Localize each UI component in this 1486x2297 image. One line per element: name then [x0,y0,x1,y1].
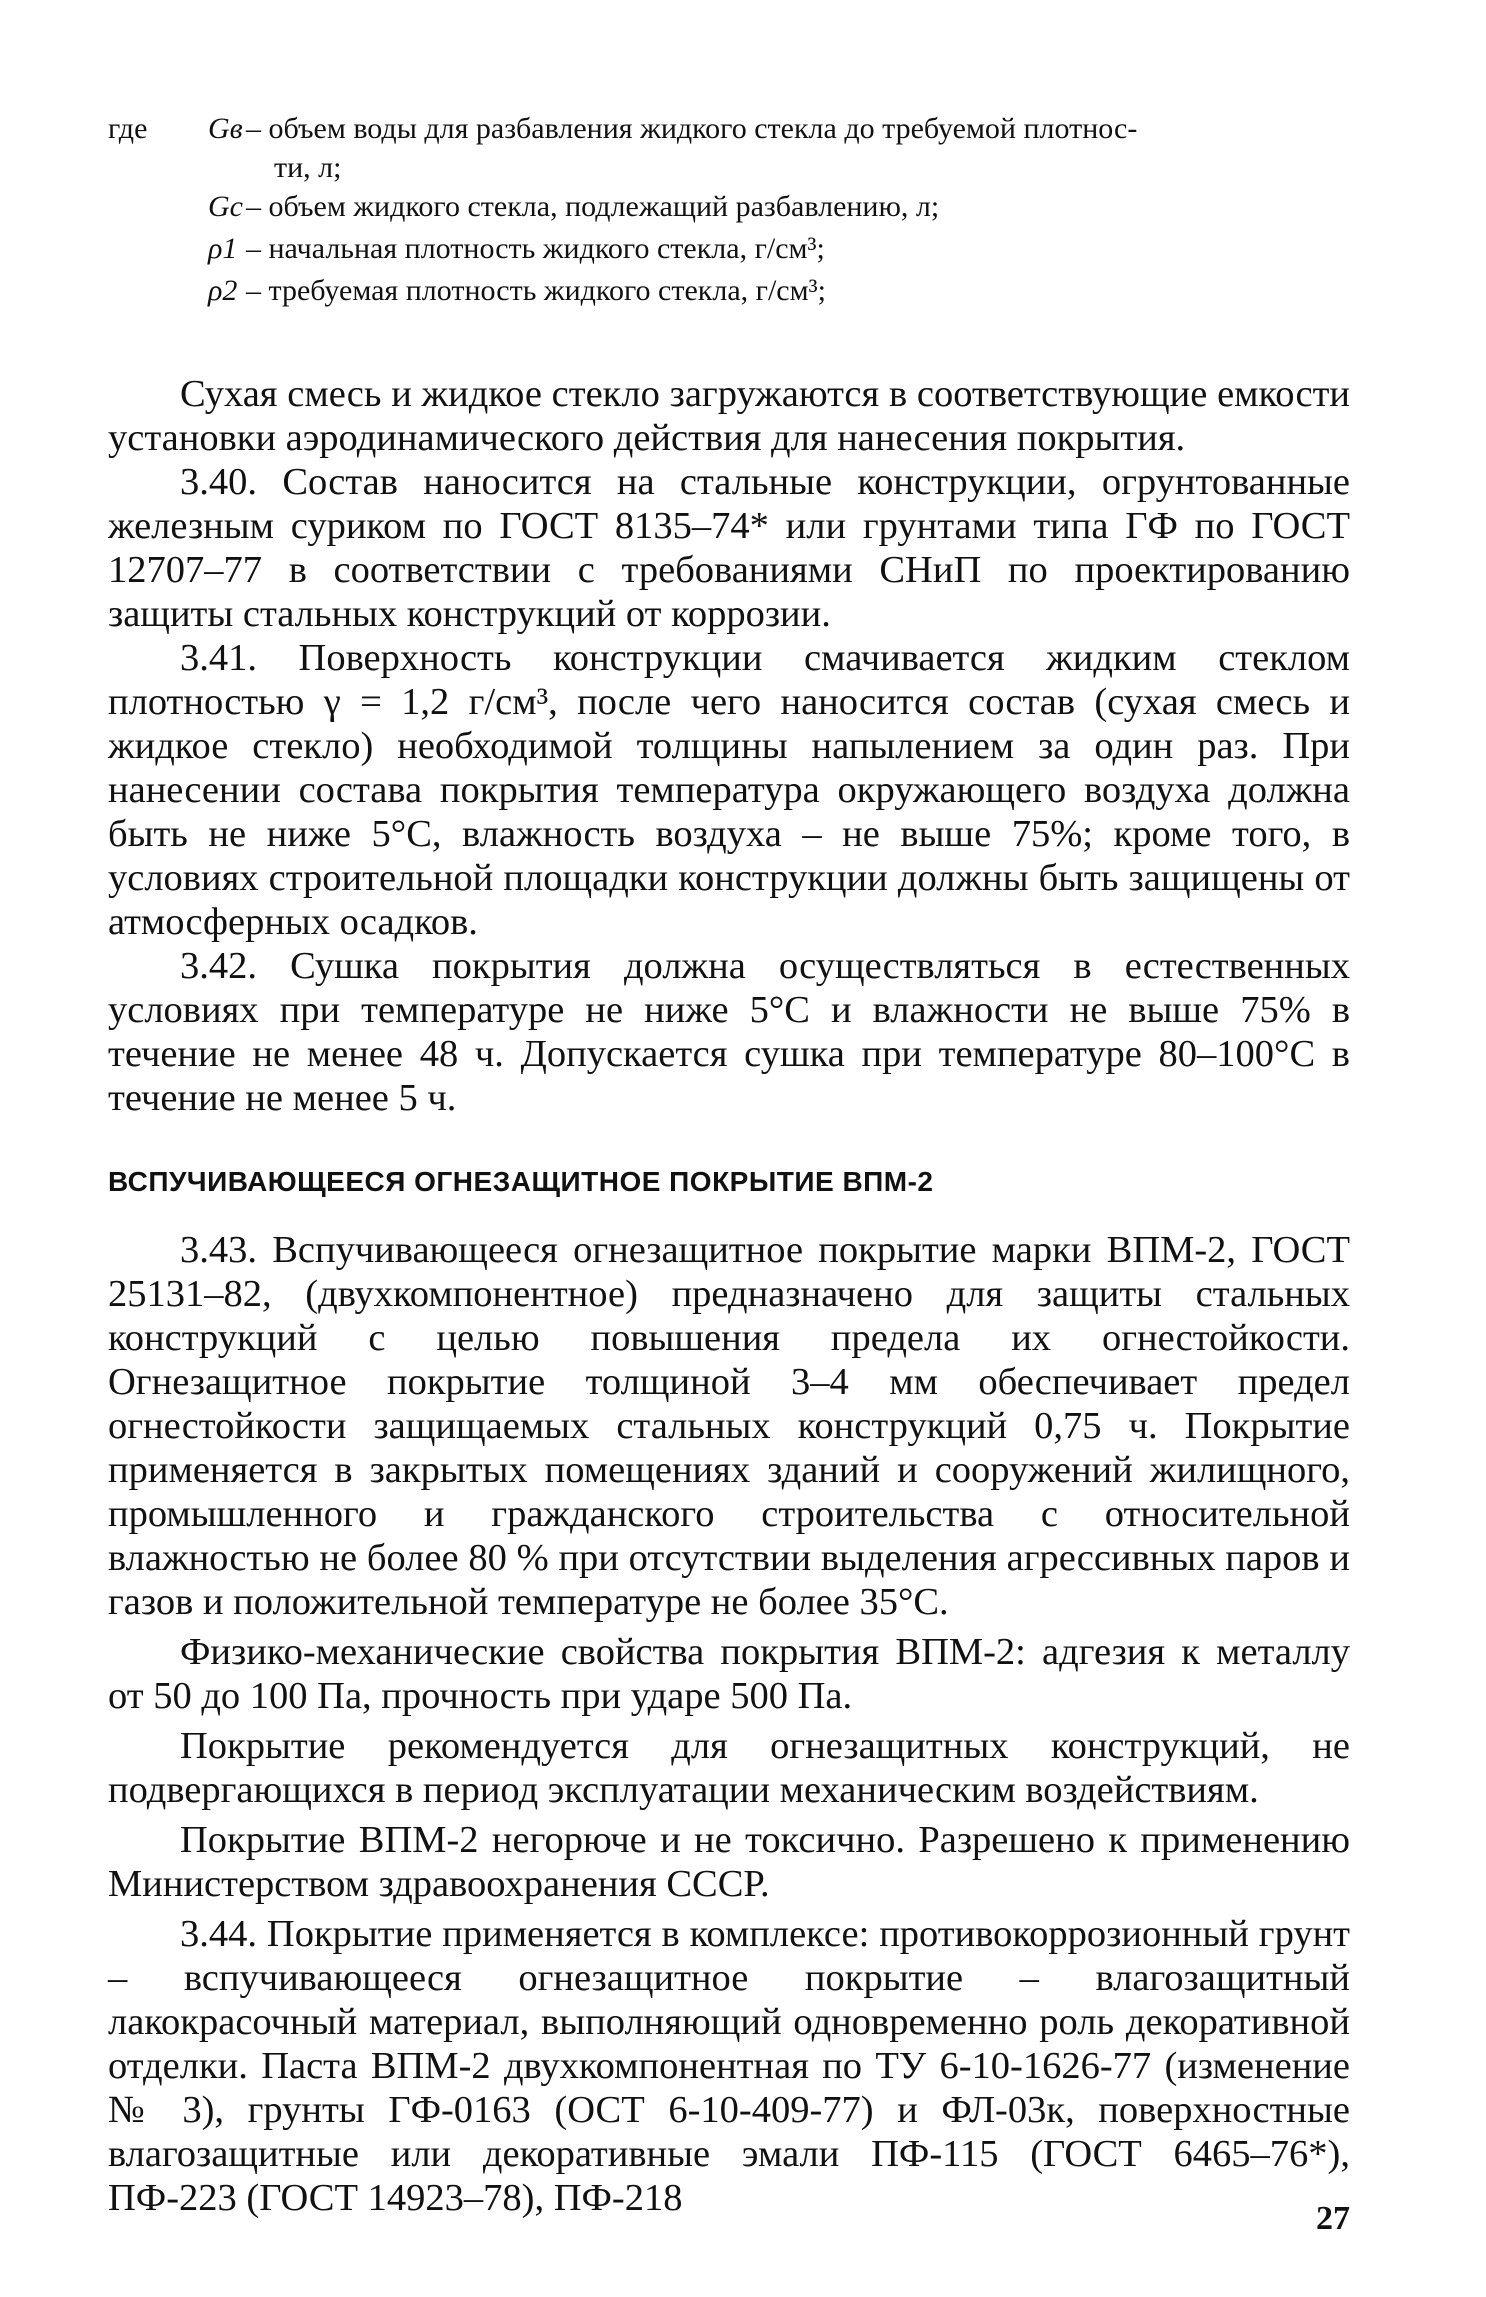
document-page [108,108,1350,2220]
paragraph-text: Физико-механические свойства покрытия ВПМ-2: адгезия к металлу от 50 до 100 Па, прочность при ударе 500 Па. [108,1631,1350,1717]
paragraph [108,636,1350,944]
clause-number: 3.44. [180,1913,257,1955]
definition-text: – объем воды для разбавления жидкого стекла до требуемой плотнос- [246,112,1138,145]
clause-number: 3.42. [180,945,257,987]
definition-continuation: ти, л; [274,151,342,184]
paragraph-text: Покрытие применяется в комплексе: противокоррозионный грунт – вспучивающееся огнезащитное покрытие – влагозащитный лакокрасочный материал, выполняющий одновременно роль декоративной отделки. Паста ВПМ-2 двухкомпонентная по ТУ 6-10-1626-77 (изменение № 3), грунты ГФ-0163 (ОСТ 6-10-409-77) и ФЛ-03к, поверхностные влагозащитные или декоративные эмали ПФ-115 (ГОСТ 6465–76*), ПФ-223 (ГОСТ 14923–78), ПФ-218 [108,1913,1351,2219]
definition-symbol: ρ2 [208,274,238,307]
definitions-block [108,108,1350,312]
paragraph [108,1228,1350,1624]
paragraph-text: Поверхность конструкции смачивается жидким стеклом плотностью γ = 1,2 г/см³, после чего наносится состав (сухая смесь и жидкое стекло) необходимой толщины напылением за один раз. При нанесении состава покрытия температура окружающего воздуха должна быть не ниже 5°С, влажность воздуха – не выше 75%; кроме того, в условиях строительной площадки конструкции должны быть защищены от атмосферных осадков. [108,637,1350,943]
paragraph-text: Сушка покрытия должна осуществляться в естественных условиях при температуре не ниже 5°С и влажности не выше 75% в течение не менее 48 ч. Допускается сушка при температуре 80–100°С в течение не менее 5 ч. [108,945,1350,1119]
paragraph [108,1818,1350,1906]
paragraph-text: Вспучивающееся огнезащитное покрытие марки ВПМ-2, ГОСТ 25131–82, (двухкомпонентное) предназначено для защиты стальных конструкций с целью повышения предела их огнестойкости. Огнезащитное покрытие толщиной 3–4 мм обеспечивает предел огнестойкости защищаемых стальных конструкций 0,75 ч. Покрытие применяется в закрытых помещениях зданий и сооружений жилищного, промышленного и гражданского строительства с относительной влажностью не более 80 % при отсутствии выделения агрессивных паров и газов и положительной температуре не более 35°С. [108,1229,1350,1623]
definition-text: – требуемая плотность жидкого стекла, г/см³; [246,274,826,307]
definition-text: – начальная плотность жидкого стекла, г/см³; [246,232,825,265]
section-heading: ВСПУЧИВАЮЩЕЕСЯ ОГНЕЗАЩИТНОЕ ПОКРЫТИЕ ВПМ-2 [108,1166,934,1197]
paragraph-text: Состав наносится на стальные конструкции, огрунтованные железным суриком по ГОСТ 8135–74* или грунтами типа ГФ по ГОСТ 12707–77 в соответствии с требованиями СНиП по проектированию защиты стальных конструкций от коррозии. [108,461,1351,635]
paragraph-text: Покрытие рекомендуется для огнезащитных конструкций, не подвергающихся в период эксплуатации механическим воздействиям. [108,1725,1350,1811]
paragraph-text: Сухая смесь и жидкое стекло загружаются в соответствующие емкости установки аэродинамического действия для нанесения покрытия. [108,373,1350,459]
definition-row [108,186,1350,228]
page-number: 27 [1316,2200,1350,2237]
definition-symbol: Gв [208,112,243,145]
paragraph [108,1912,1350,2220]
definition-row [108,270,1350,312]
where-label: где [108,112,148,145]
clause-number: 3.40. [180,461,257,503]
definition-symbol: Gс [208,190,243,223]
clause-number: 3.41. [180,637,257,679]
definition-text: – объем жидкого стекла, подлежащий разбавлению, л; [246,190,940,223]
definition-symbol: ρ1 [208,232,238,265]
paragraph [108,1724,1350,1812]
definition-row [108,108,1350,150]
definition-row [108,228,1350,270]
paragraph-text: Покрытие ВПМ-2 негорюче и не токсично. Разрешено к применению Министерством здравоохранения СССР. [108,1819,1350,1905]
paragraph [108,372,1350,460]
clause-number: 3.43. [180,1229,257,1271]
paragraph [108,460,1350,636]
paragraph [108,944,1350,1120]
paragraph [108,1630,1350,1718]
